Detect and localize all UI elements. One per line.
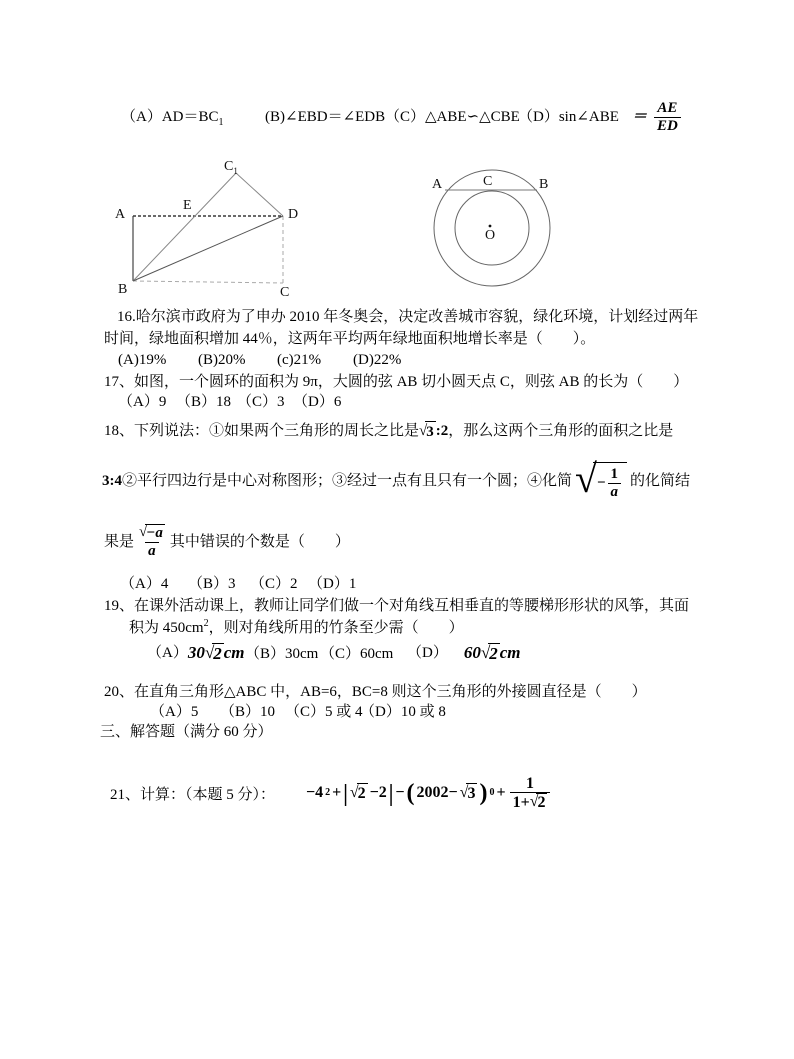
q19-option-a-value: [188, 643, 245, 664]
ratio-2: :2: [435, 423, 449, 439]
ratio-3-4: 3:4: [102, 473, 122, 489]
label-a: A: [432, 177, 443, 192]
fraction-ae-ed: [654, 100, 681, 135]
radical-sign: √: [419, 422, 427, 439]
close-paren: ): [479, 780, 488, 806]
sqrt2-radical: [530, 793, 548, 811]
section-three-heading: 三、解答题（满分 60 分）: [100, 724, 273, 740]
abs-bar-left: |: [343, 778, 348, 807]
q18-option-a: （A）4: [120, 576, 169, 592]
coefficient: 30: [187, 643, 205, 662]
unit-cm: cm: [223, 643, 245, 662]
radical-sign: √: [575, 455, 597, 501]
radicand-group: [593, 462, 627, 501]
q19-option-d-label: （D）: [407, 645, 448, 661]
fraction-denominator: [510, 792, 551, 811]
radicand: 3: [467, 784, 476, 802]
q20-option-a: （A）5: [150, 704, 199, 720]
edge-bc-dashed: [133, 281, 283, 283]
q20-option-d: （D）10 或 8: [360, 704, 446, 720]
minus-2: −2: [369, 784, 387, 801]
coefficient: 60: [463, 643, 481, 662]
label-d: D: [288, 207, 299, 222]
unit-cm: cm: [499, 643, 521, 662]
radicand: 3: [425, 421, 436, 442]
abs-bar-right: |: [388, 778, 394, 807]
q18-option-b: （B）3: [188, 576, 236, 592]
fraction-numerator: AE: [657, 99, 678, 116]
fraction-1-over-a: [608, 466, 622, 501]
q16-option-b: (B)20%: [198, 352, 246, 368]
rectangle-fold-figure: [112, 150, 312, 304]
q17-option-c: （C）3: [237, 394, 285, 410]
concentric-circles-figure: [424, 160, 566, 294]
fraction-denominator: a: [145, 542, 159, 560]
sqrt2-radical: [350, 783, 368, 804]
fraction-denominator: ED: [654, 117, 681, 135]
q18-line3-text: 果是: [104, 534, 135, 550]
q18-line1-text: 18、下列说法：①如果两个三角形的周长之比是: [104, 423, 420, 439]
label-a: A: [115, 207, 126, 222]
radicand: 2: [489, 643, 498, 663]
q17-option-a: （A）9: [118, 394, 167, 410]
minus-sign: −: [395, 784, 405, 801]
q20-option-c: （C）5 或 4: [285, 704, 363, 720]
q16-option-c: (c)21%: [277, 352, 322, 368]
sqrt-neg-a-radical: [139, 524, 165, 542]
radical-sign: √: [349, 783, 358, 801]
q18-line3: [104, 518, 350, 566]
term-2002-minus: 2002−: [416, 784, 458, 801]
equals-sign: ＝: [632, 109, 648, 125]
squared-superscript: 2: [203, 618, 209, 629]
prev-option-a: [121, 107, 224, 127]
q19-option-d: [407, 640, 520, 666]
label-c1-letter: C: [224, 159, 234, 174]
fraction-sqrt-neg-a-over-a: [136, 524, 168, 560]
prev-option-d: （D）sin∠ABE: [518, 109, 619, 125]
q18-option-d: （D）1: [308, 576, 357, 592]
q19-line2-text-end: ，则对角线所用的竹条至少需（ ）: [208, 620, 464, 636]
q19-option-b: （B）30cm: [245, 646, 319, 662]
radical-sign: √: [139, 524, 147, 540]
q18-line2: [102, 457, 690, 505]
label-b: B: [118, 282, 128, 297]
q18-option-c: （C）2: [250, 576, 298, 592]
diagonal-bd: [133, 216, 283, 281]
den-1-plus: 1+: [512, 793, 530, 811]
fraction-denominator: a: [608, 483, 622, 501]
fraction-1-over-1-plus-sqrt2: [510, 775, 551, 811]
q16-option-d: (D)22%: [353, 352, 402, 368]
q18-line2-text-end: 的化简结: [630, 473, 691, 489]
line-b-to-c1: [133, 173, 236, 281]
q19-option-a-label: （A）: [147, 645, 188, 661]
sqrt2-radical: [481, 643, 500, 664]
radicand: 2: [357, 784, 366, 802]
q17-option-d: （D）6: [293, 394, 342, 410]
prev-option-d-fraction: [632, 95, 683, 139]
q20-option-b: （B）10: [220, 704, 276, 720]
radicand: 2: [213, 643, 222, 663]
q18-line1-text-end: ，那么这两个三角形的面积之比是: [448, 423, 674, 439]
q17-option-b: （B）18: [176, 394, 232, 410]
line-c1-to-d: [236, 173, 283, 216]
q19-option-a: [147, 640, 244, 666]
sqrt2-radical: [205, 643, 224, 664]
fraction-numerator: [136, 524, 168, 542]
q21-formula: −4 2 + | √ 2 −2 | − ( 2002− √ 3 ) 0 + 1 1+ √ 2: [306, 770, 552, 816]
prev-option-b: (B)∠EBD＝∠EDB: [265, 109, 386, 125]
label-c: C: [280, 285, 290, 300]
radical-sign: √: [459, 783, 468, 801]
q19-option-c: （C）60cm: [320, 646, 394, 662]
q19-line1: 19、在课外活动课上，教师让同学们做一个对角线互相垂直的等腰梯形形状的风筝，其面: [104, 598, 690, 614]
prev-option-c: （C）△ABE∽△CBE: [385, 109, 520, 125]
prev-option-a-subscript: 1: [218, 117, 224, 128]
label-b: B: [539, 177, 549, 192]
q18-line3-text-end: 其中错误的个数是（ ）: [169, 534, 350, 550]
sqrt3-radical: [419, 421, 436, 442]
q16-line1: 16.哈尔滨市政府为了申办 2010 年冬奥会，决定改善城市容貌，绿化环境，计划经过两年: [117, 309, 699, 325]
label-o: O: [485, 228, 496, 243]
prev-option-a-text: （A）AD＝BC: [121, 109, 219, 125]
q18-line2-text: ②平行四边行是中心对称图形；③经过一点有且只有一个圆；④化简: [122, 473, 573, 489]
radicand: −a: [146, 525, 163, 541]
fraction-numerator: 1: [610, 465, 619, 482]
term-neg-4: −4: [306, 784, 324, 801]
q19-line2: [129, 618, 464, 638]
minus-sign: −: [596, 475, 606, 491]
q16-option-a: (A)19%: [118, 352, 167, 368]
plus-sign: +: [332, 784, 342, 801]
sqrt3-radical: [460, 783, 478, 804]
radical-sign: √: [480, 642, 490, 662]
big-radical-neg-1-over-a: [575, 455, 627, 501]
radicand: 2: [537, 794, 546, 811]
label-c: C: [483, 174, 493, 189]
center-point: [489, 225, 492, 228]
label-e: E: [183, 198, 192, 213]
q17-line1: 17、如图，一个圆环的面积为 9π，大圆的弦 AB 切小圆天点 C，则弦 AB 的长为（ ）: [104, 374, 689, 390]
radical-sign: √: [204, 642, 214, 662]
q16-line2: 时间，绿地面积增加 44％，这两年平均两年绿地面积地增长率是（ ）。: [104, 331, 596, 347]
q18-line1: [104, 416, 673, 446]
q21-label: 21、计算：（本题 5 分）：: [110, 787, 276, 803]
label-c1: [224, 159, 238, 176]
open-paren: (: [406, 780, 415, 806]
fraction-numerator: 1: [526, 775, 535, 792]
plus-sign-2: +: [496, 784, 506, 801]
q19-line2-text: 积为 450cm: [129, 620, 204, 636]
label-c1-subscript: 1: [233, 166, 238, 176]
q20-line1: 20、在直角三角形△ABC 中，AB=6，BC=8 则这个三角形的外接圆直径是（ ）: [104, 684, 647, 700]
q19-option-d-value: [464, 643, 521, 664]
radical-sign: √: [529, 793, 538, 810]
